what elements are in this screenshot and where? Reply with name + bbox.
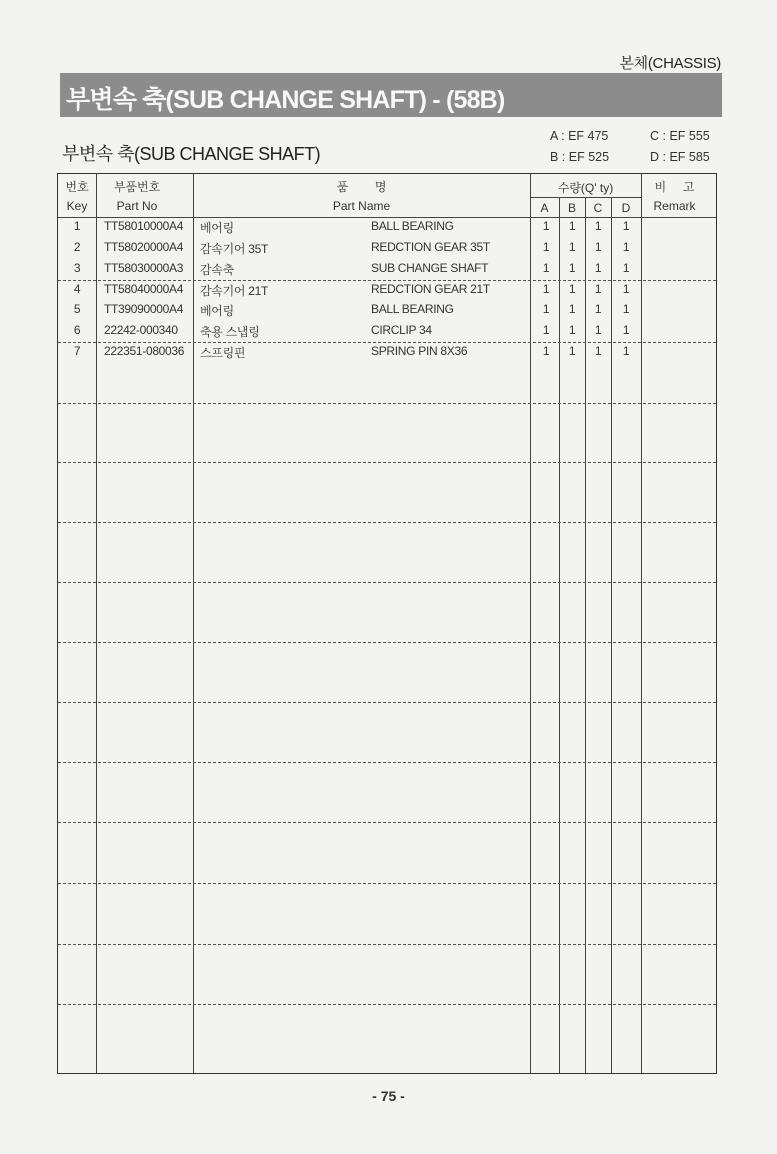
- header-qty-c: C: [593, 201, 603, 215]
- col-divider: [641, 174, 642, 1073]
- row-part-no: TT58030000A3: [104, 261, 184, 275]
- header-key-kor: 번호: [65, 180, 89, 194]
- row-qty-a: 1: [542, 240, 550, 254]
- col-divider: [193, 174, 194, 1073]
- col-divider: [530, 174, 531, 1073]
- row-part-no: TT58010000A4: [104, 219, 184, 233]
- row-separator: [58, 702, 716, 703]
- header-qty-d: D: [621, 201, 631, 215]
- row-qty-c: 1: [594, 344, 602, 358]
- row-name-eng: BALL BEARING: [371, 302, 454, 316]
- model-c: C : EF 555: [650, 129, 710, 143]
- row-name-eng: REDCTION GEAR 35T: [371, 240, 490, 254]
- row-qty-d: 1: [622, 323, 630, 337]
- row-name-eng: REDCTION GEAR 21T: [371, 282, 490, 296]
- header-qty-a: A: [540, 201, 549, 215]
- row-separator: [58, 762, 716, 763]
- row-key: 3: [73, 261, 81, 275]
- row-name-kor: 감속기어 21T: [200, 284, 268, 298]
- row-name-kor: 스프링핀: [200, 346, 246, 360]
- row-name-kor: 축용 스냅링: [200, 325, 260, 339]
- page-title: 부변속 축(SUB CHANGE SHAFT) - (58B): [66, 86, 505, 114]
- row-qty-a: 1: [542, 219, 550, 233]
- row-part-no: TT58040000A4: [104, 282, 184, 296]
- row-qty-c: 1: [594, 219, 602, 233]
- row-key: 4: [73, 282, 81, 296]
- row-qty-a: 1: [542, 261, 550, 275]
- qty-header-divider: [530, 197, 641, 198]
- col-divider: [96, 174, 97, 1073]
- row-qty-d: 1: [622, 219, 630, 233]
- section-label: 본체(CHASSIS): [619, 55, 721, 72]
- row-qty-a: 1: [542, 323, 550, 337]
- row-part-no: TT39090000A4: [104, 302, 184, 316]
- row-part-no: TT58020000A4: [104, 240, 184, 254]
- header-name-eng: Part Name: [332, 199, 391, 213]
- row-separator: [58, 342, 716, 343]
- row-part-no: 222351-080036: [104, 344, 185, 358]
- row-qty-b: 1: [568, 261, 576, 275]
- row-separator: [58, 522, 716, 523]
- row-qty-d: 1: [622, 240, 630, 254]
- title-bar: [60, 73, 722, 117]
- row-qty-b: 1: [568, 302, 576, 316]
- row-qty-b: 1: [568, 344, 576, 358]
- row-separator: [58, 280, 716, 281]
- row-name-kor: 감속기어 35T: [200, 242, 268, 256]
- row-qty-d: 1: [622, 261, 630, 275]
- row-name-eng: CIRCLIP 34: [371, 323, 432, 337]
- row-separator: [58, 582, 716, 583]
- row-qty-a: 1: [542, 282, 550, 296]
- row-qty-a: 1: [542, 344, 550, 358]
- row-qty-b: 1: [568, 282, 576, 296]
- row-separator: [58, 642, 716, 643]
- row-qty-c: 1: [594, 240, 602, 254]
- header-key-eng: Key: [66, 199, 88, 213]
- row-name-eng: SPRING PIN 8X36: [371, 344, 468, 358]
- parts-table: [57, 173, 717, 1074]
- col-divider: [611, 197, 612, 1073]
- row-qty-b: 1: [568, 240, 576, 254]
- row-qty-d: 1: [622, 302, 630, 316]
- row-key: 2: [73, 240, 81, 254]
- row-qty-c: 1: [594, 323, 602, 337]
- row-key: 1: [73, 219, 81, 233]
- row-separator: [58, 822, 716, 823]
- row-key: 7: [73, 344, 81, 358]
- header-qty-b: B: [567, 201, 576, 215]
- row-qty-d: 1: [622, 282, 630, 296]
- model-a: A : EF 475: [550, 129, 609, 143]
- model-legend-left: [550, 126, 609, 168]
- row-qty-b: 1: [568, 323, 576, 337]
- header-name-kor: 품 명: [336, 180, 387, 194]
- header-part-eng: Part No: [116, 199, 158, 213]
- header-part-kor: 부품번호: [113, 180, 161, 194]
- row-qty-c: 1: [594, 282, 602, 296]
- row-separator: [58, 403, 716, 404]
- row-qty-b: 1: [568, 219, 576, 233]
- row-name-eng: BALL BEARING: [371, 219, 454, 233]
- row-key: 6: [73, 323, 81, 337]
- row-name-eng: SUB CHANGE SHAFT: [371, 261, 489, 275]
- model-d: D : EF 585: [650, 150, 710, 164]
- row-separator: [58, 944, 716, 945]
- row-qty-a: 1: [542, 302, 550, 316]
- row-qty-c: 1: [594, 302, 602, 316]
- row-name-kor: 감속축: [200, 263, 234, 277]
- row-part-no: 22242-000340: [104, 323, 178, 337]
- row-separator: [58, 883, 716, 884]
- model-b: B : EF 525: [550, 150, 610, 164]
- row-separator: [58, 462, 716, 463]
- row-key: 5: [73, 302, 81, 316]
- model-legend-right: [650, 126, 710, 168]
- header-remark-eng: Remark: [653, 199, 696, 213]
- row-qty-d: 1: [622, 344, 630, 358]
- header-remark-kor: 비 고: [654, 180, 695, 194]
- page-number: - 75 -: [372, 1088, 405, 1104]
- row-name-kor: 베어링: [200, 304, 234, 318]
- subtitle: 부변속 축(SUB CHANGE SHAFT): [62, 144, 321, 164]
- row-qty-c: 1: [594, 261, 602, 275]
- header-qty: 수량(Q' ty): [557, 181, 614, 195]
- row-separator: [58, 1004, 716, 1005]
- row-name-kor: 베어링: [200, 221, 234, 235]
- header-divider: [58, 217, 716, 218]
